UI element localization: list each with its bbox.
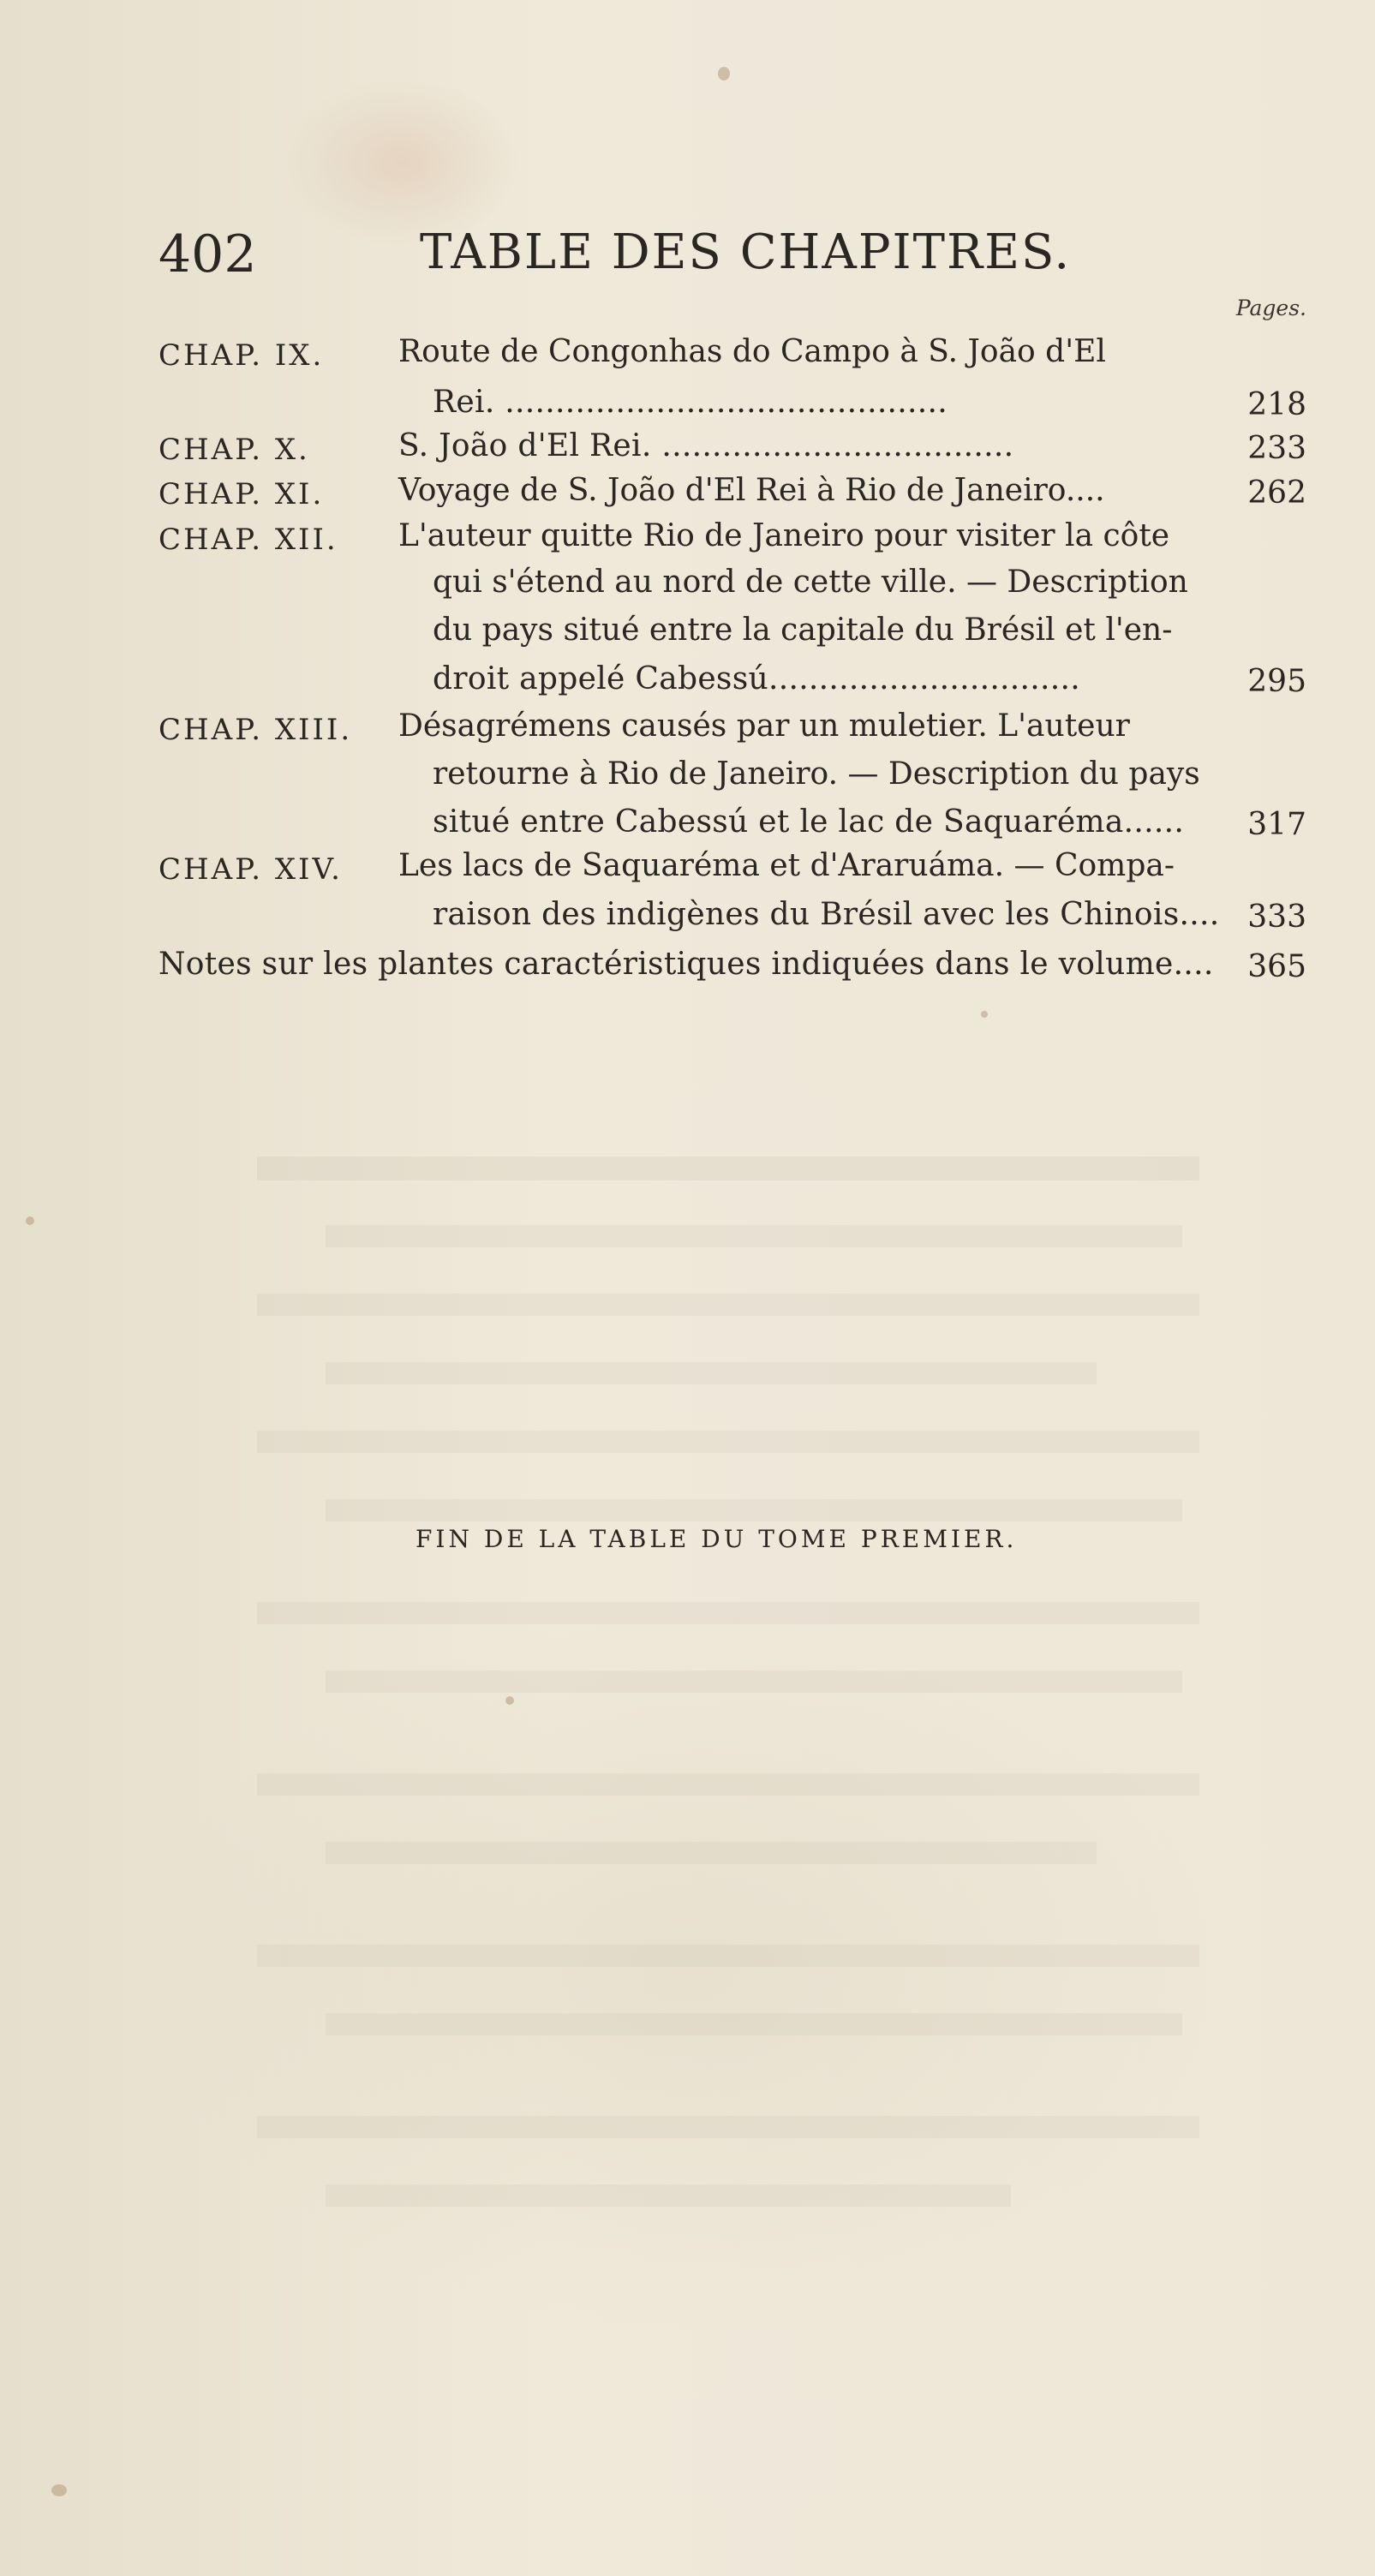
table-of-contents [0,0,1375,1028]
notes-entry: Notes sur les plantes caractéristiques indiquées dans le volume.... [158,947,1214,982]
page-ref: 333 [1247,900,1306,935]
entry-line: droit appelé Cabessú............................... [433,661,1081,696]
page-ref: 218 [1247,387,1306,422]
entry-line: Les lacs de Saquaréma et d'Araruáma. — Compa- [398,848,1175,883]
foxing-speck [505,1696,514,1705]
page-ref: 365 [1247,949,1306,984]
page-number: 402 [158,224,257,284]
foxing-speck [51,2484,67,2496]
entry-line: du pays situé entre la capitale du Brésil et l'en- [433,613,1173,648]
entry-line: S. João d'El Rei. ................................... [398,428,1014,463]
page-ref: 295 [1247,664,1306,699]
entry-line: Désagrémens causés par un muletier. L'auteur [398,708,1130,744]
chapter-label: CHAP. XIII. [158,713,353,747]
entry-line: Route de Congonhas do Campo à S. João d'El [398,334,1106,369]
page-ref: 233 [1247,431,1306,466]
pages-column-label: Pages. [1235,296,1306,320]
chapter-label: CHAP. XIV. [158,852,343,887]
entry-line: Voyage de S. João d'El Rei à Rio de Janeiro.... [398,473,1105,508]
chapter-label: CHAP. XII. [158,523,338,557]
entry-line: raison des indigènes du Brésil avec les Chinois.... [433,897,1220,932]
entry-line: qui s'étend au nord de cette ville. — Description [433,565,1188,600]
foxing-speck [981,1011,988,1018]
page-ref: 317 [1247,807,1306,842]
page-ref: 262 [1247,475,1306,511]
entry-line: situé entre Cabessú et le lac de Saquaréma...... [433,804,1185,840]
entry-line: retourne à Rio de Janeiro. — Description du pays [433,756,1200,792]
foxing-speck [718,67,730,81]
show-through-texture [0,1071,1375,2527]
chapter-label: CHAP. X. [158,433,310,467]
chapter-label: CHAP. XI. [158,477,325,511]
end-of-table-line: FIN DE LA TABLE DU TOME PREMIER. [415,1525,1018,1553]
running-head: TABLE DES CHAPITRES. [420,224,1072,280]
entry-line: L'auteur quitte Rio de Janeiro pour visiter la côte [398,518,1170,553]
entry-line: Rei. ............................................ [433,385,948,420]
chapter-label: CHAP. IX. [158,338,325,373]
foxing-speck [26,1216,34,1225]
